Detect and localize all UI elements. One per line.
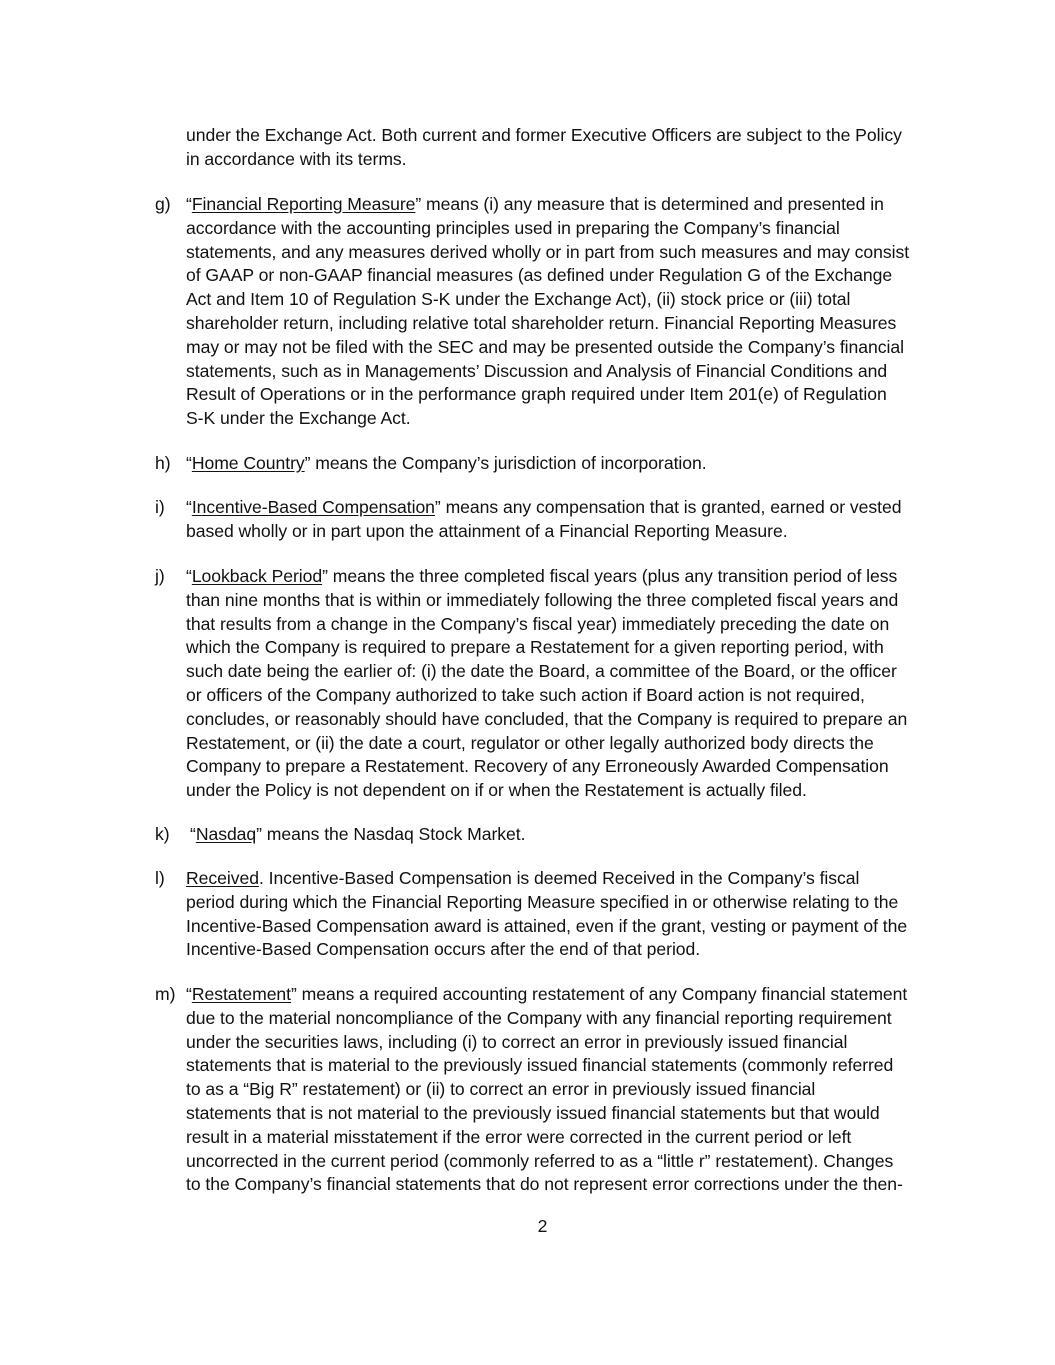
intro-line: in accordance with its terms. xyxy=(186,148,407,169)
definition-first-line xyxy=(186,452,971,476)
open-quote: “ xyxy=(186,194,192,214)
definition-line: to as a “Big R” restatement) or (ii) to correct an error in previously issued financial xyxy=(186,1079,816,1100)
definition-line: or officers of the Company authorized to take such action if Board action is not required, xyxy=(186,684,865,705)
definition-line: shareholder return, including relative total shareholder return. Financial Reporting Measures xyxy=(186,312,897,333)
definition-line: than nine months that is within or immediately following the three completed fiscal years and xyxy=(186,589,899,610)
item-marker-g: g) xyxy=(155,194,171,214)
defined-term: Financial Reporting Measure xyxy=(191,194,416,214)
definition-lookback-period xyxy=(186,565,971,803)
definition-financial-reporting-measure xyxy=(186,193,971,431)
definition-line: based wholly or in part upon the attainment of a Financial Reporting Measure. xyxy=(186,520,788,541)
definition-line: Result of Operations or in the performance graph required under Item 201(e) of Regulation xyxy=(186,384,887,405)
definition-line: concludes, or reasonably should have concluded, that the Company is required to prepare an xyxy=(186,708,908,729)
item-marker-i: i) xyxy=(155,497,165,517)
definition-home-country xyxy=(186,452,971,476)
definition-text: ” means a required accounting restatement of any Company financial statement xyxy=(291,984,908,1004)
definition-line: Restatement, or (ii) the date a court, regulator or other legally authorized body directs the xyxy=(186,732,874,753)
definition-line: of GAAP or non-GAAP financial measures (as defined under Regulation G of the Exchange xyxy=(186,265,893,286)
definition-received xyxy=(186,867,971,962)
definition-restatement xyxy=(186,983,971,1197)
definition-line: statements that is not material to the previously issued financial statements but that would xyxy=(186,1102,880,1123)
open-quote: “ xyxy=(186,984,192,1004)
item-marker-h: h) xyxy=(155,453,171,473)
definition-line: under the securities laws, including (i) to correct an error in previously issued financial xyxy=(186,1031,848,1052)
open-quote: “ xyxy=(190,824,196,844)
definition-text: ” means the Company’s jurisdiction of incorporation. xyxy=(304,453,707,473)
definition-line: Incentive-Based Compensation award is attained, even if the grant, vesting or payment of the xyxy=(186,915,908,936)
item-marker-k: k) xyxy=(155,824,170,844)
definition-line: such date being the earlier of: (i) the date the Board, a committee of the Board, or the officer xyxy=(186,661,897,682)
open-quote: “ xyxy=(186,566,192,586)
defined-term: Received xyxy=(186,868,259,888)
item-marker-m: m) xyxy=(155,984,176,1004)
defined-term: Restatement xyxy=(191,984,292,1004)
definition-first-line xyxy=(186,565,971,589)
definition-incentive-based-compensation xyxy=(186,496,971,544)
definition-line: to the Company’s financial statements that do not represent error corrections under the then- xyxy=(186,1174,903,1195)
defined-term: Nasdaq xyxy=(195,824,257,844)
intro-paragraph xyxy=(186,124,971,172)
definition-line: Act and Item 10 of Regulation S-K under the Exchange Act), (ii) stock price or (iii) total xyxy=(186,289,851,310)
definition-line: may or may not be filed with the SEC and may be presented outside the Company’s financial xyxy=(186,336,904,357)
definition-line: uncorrected in the current period (commonly referred to as a “little r” restatement). Changes xyxy=(186,1150,894,1171)
definition-text: . Incentive-Based Compensation is deemed Received in the Company’s fiscal xyxy=(258,868,860,888)
definition-text: ” means (i) any measure that is determined and presented in xyxy=(415,194,884,214)
definition-line: due to the material noncompliance of the Company with any financial reporting requirement xyxy=(186,1007,892,1028)
definition-first-line xyxy=(190,823,975,847)
defined-term: Lookback Period xyxy=(191,566,323,586)
definition-line: result in a material misstatement if the error were corrected in the current period or left xyxy=(186,1126,852,1147)
page-number: 2 xyxy=(537,1216,548,1236)
item-marker-j: j) xyxy=(155,566,165,586)
definition-line: statements, and any measures derived wholly or in part from such measures and may consist xyxy=(186,241,910,262)
defined-term: Home Country xyxy=(191,453,305,473)
definition-line: statements, such as in Managements’ Discussion and Analysis of Financial Conditions and xyxy=(186,360,888,381)
open-quote: “ xyxy=(186,453,192,473)
definition-first-line xyxy=(186,496,971,520)
definition-nasdaq xyxy=(190,823,975,847)
definition-line: which the Company is required to prepare a Restatement for a given reporting period, with xyxy=(186,637,884,658)
definition-line: period during which the Financial Reporting Measure specified in or otherwise relating to the xyxy=(186,891,899,912)
definition-line: statements that is material to the previously issued financial statements (commonly referred xyxy=(186,1055,894,1076)
definition-first-line xyxy=(186,193,971,217)
definition-text: ” means the Nasdaq Stock Market. xyxy=(256,824,526,844)
definition-text: ” means the three completed fiscal years (plus any transition period of less xyxy=(322,566,898,586)
definition-line: Incentive-Based Compensation occurs after the end of that period. xyxy=(186,939,701,960)
intro-line: under the Exchange Act. Both current and former Executive Officers are subject to the Policy xyxy=(186,125,902,145)
definition-line: under the Policy is not dependent on if or when the Restatement is actually filed. xyxy=(186,780,807,801)
definition-line: that results from a change in the Company’s fiscal year) immediately preceding the date on xyxy=(186,613,890,634)
definition-line: Company to prepare a Restatement. Recovery of any Erroneously Awarded Compensation xyxy=(186,756,889,777)
definition-line: accordance with the accounting principles used in preparing the Company’s financial xyxy=(186,217,840,238)
item-marker-l: l) xyxy=(155,868,165,888)
open-quote: “ xyxy=(186,497,192,517)
definition-line: S-K under the Exchange Act. xyxy=(186,408,411,429)
definition-first-line xyxy=(186,867,971,891)
defined-term: Incentive-Based Compensation xyxy=(191,497,435,517)
definition-text: ” means any compensation that is granted, earned or vested xyxy=(434,497,902,517)
definition-first-line xyxy=(186,983,971,1007)
